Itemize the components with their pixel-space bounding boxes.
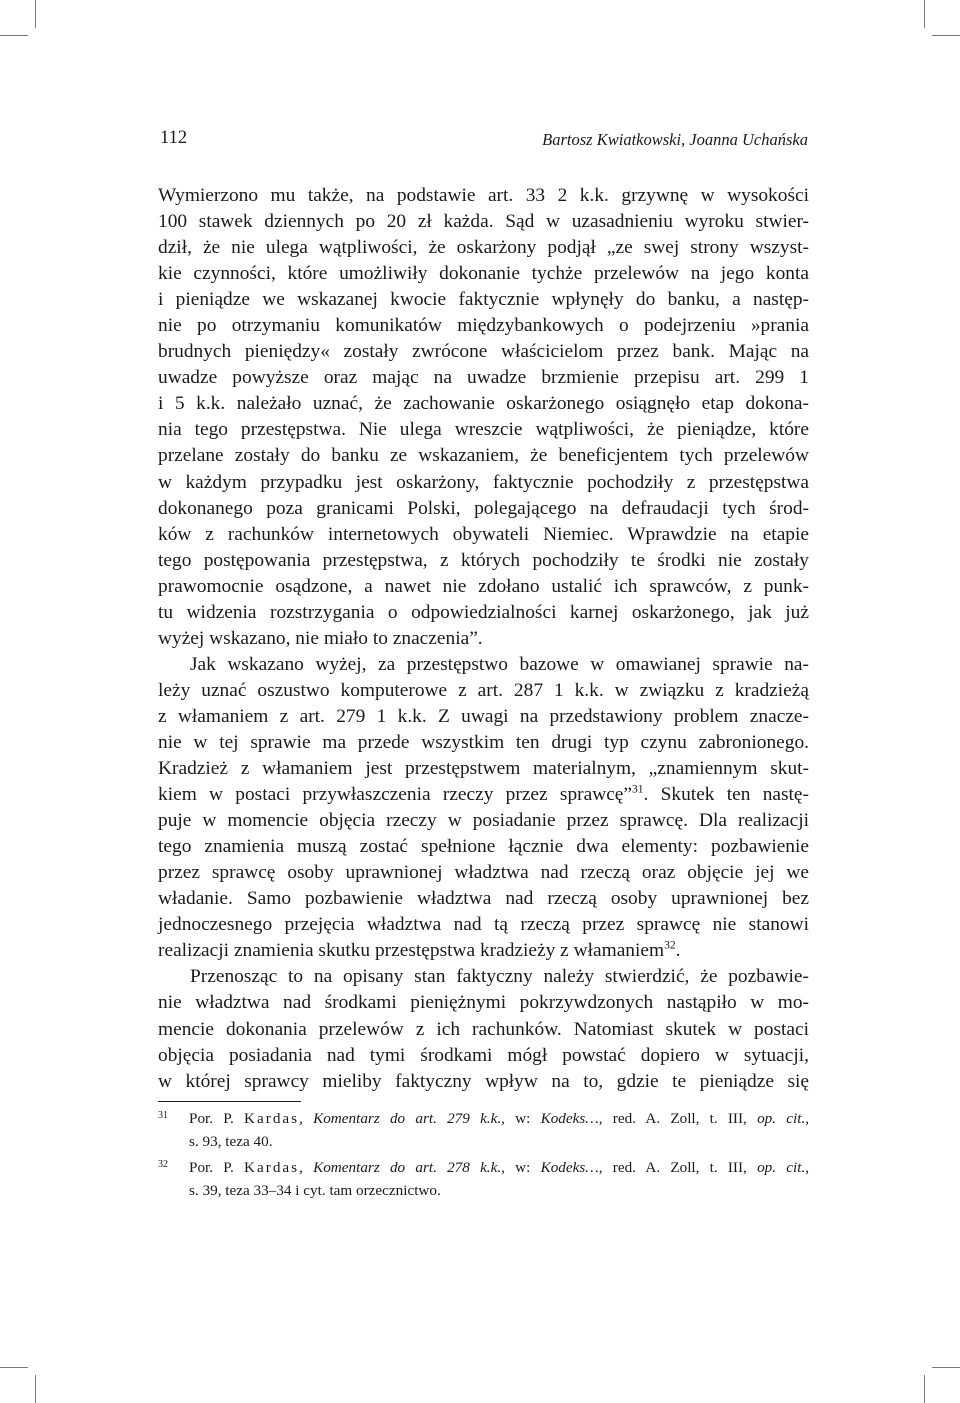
footnote-author: Kardas [244,1159,300,1176]
text-line: prawomocnie osądzone, a nawet nie zdołano ustalić ich sprawców, z punk- [158,575,809,597]
text-line: mencie dokonania przelewów z ich rachunków. Natomiast skutek w postaci [158,1018,809,1040]
text-fragment: realizacji znamienia skutku przestępstwa kradzieży z włamaniem [158,940,665,962]
footnote-text: , w: [501,1159,531,1176]
text-line: dokonanego poza granicami Polski, polegającego na defraudacji tych środ- [158,497,809,519]
text-line: i pieniądze we wskazanej kwocie faktycznie wpłynęły do banku, a następ- [158,289,809,311]
footnote-title: Komentarz do art. 278 k.k. [313,1159,502,1176]
text-line: nie w tej sprawie ma przede wszystkim ten drugi typ czynu zabronionego. [158,731,809,753]
text-line: uwadze powyższe oraz mając na uwadze brzmienie przepisu art. 299 1 [158,367,809,389]
running-head: Bartosz Kwiatkowski, Joanna Uchańska [542,130,808,149]
text-line: puje w momencie objęcia rzeczy w posiadanie przez sprawcę. Dla realizacji [158,810,809,832]
text-line: przelane zostały do banku ze wskazaniem, że beneficjentem tych przelewów [158,445,809,467]
text-line: w każdym przypadku jest oskarżony, faktycznie pochodziły z przestępstwa [158,471,809,493]
text-line: i 5 k.k. należało uznać, że zachowanie oskarżonego osiągnęło etap dokona- [158,393,809,415]
text-line: nie po otrzymaniu komunikatów międzybankowych o podejrzeniu »prania [158,315,809,337]
text-line: w której sprawcy mieliby faktyczny wpływ na to, gdzie te pieniądze się [158,1070,809,1092]
footnote-text: , [805,1110,810,1127]
text-line: nie władztwa nad środkami pieniężnymi pokrzywdzonych nastąpiło w mo- [158,992,809,1014]
footnote-ref[interactable]: 31 [632,783,644,796]
footnote-text: , red. A. Zoll, t. III, [598,1159,747,1176]
text-line: Kradzież z włamaniem jest przestępstwem materialnym, „znamiennym skut- [158,758,809,780]
crop-mark [932,1367,960,1368]
footnote-text: , [299,1159,303,1176]
text-line [158,938,809,964]
text-line: jednoczesnego przejęcia władztwa nad tą rzeczą przez sprawcę nie stanowi [158,914,809,936]
text-line: Wymierzono mu także, na podstawie art. 33 2 k.k. grzywnę w wysokości [158,185,809,206]
footnote-rule [158,1101,301,1102]
footnote-opcit: op. cit. [757,1159,806,1176]
text-line: brudnych pieniędzy« zostały zwrócone właścicielom przez bank. Mając na [158,341,809,363]
footnote-text: , [299,1110,303,1127]
footnote-number: 32 [158,1159,168,1170]
text-line: objęcia posiadania nad tymi środkami mógł powstać dopiero w sytuacji, [158,1044,809,1066]
footnote-text: , [805,1159,810,1176]
footnote-number: 31 [158,1110,168,1121]
text-line: nia tego przestępstwa. Nie ulega wreszcie wątpliwości, że pieniądze, które [158,419,809,441]
text-line: tego znamienia muszą zostać spełnione łącznie dwa elementy: pozbawienie [158,836,809,858]
text-line: Jak wskazano wyżej, za przestępstwo bazowe w omawianej sprawie na- [190,653,809,675]
footnote-ref[interactable]: 32 [664,939,676,952]
crop-mark [924,0,925,28]
text-line: tego postępowania przestępstwa, z których pochodziły te środki nie zostały [158,549,809,571]
crop-mark [0,35,28,36]
footnote-line: s. 39, teza 33–34 i cyt. tam orzecznictwo. [189,1182,441,1199]
text-fragment: . Skutek ten nastę- [643,784,809,806]
crop-mark [35,1375,36,1403]
text-line [158,782,809,808]
footnote-title: Komentarz do art. 279 k.k. [313,1110,502,1127]
footnote-source: Kodeks… [540,1159,599,1176]
footnote-line: s. 93, teza 40. [189,1133,273,1150]
text-fragment: kiem w postaci przywłaszczenia rzeczy przez sprawcę” [158,784,633,806]
text-line: ków z rachunków internetowych obywateli Niemiec. Wprawdzie na etapie [158,523,809,545]
crop-mark [924,1375,925,1403]
text-line: tu widzenia rozstrzygania o odpowiedzialności karnej oskarżonego, jak już [158,601,809,623]
footnote-opcit: op. cit. [757,1110,806,1127]
crop-mark [35,0,36,28]
text-line: wyżej wskazano, nie miało to znaczenia”. [158,627,483,649]
footnote-author: Kardas [244,1110,300,1127]
body-text [158,183,809,1095]
text-line: z włamaniem z art. 279 1 k.k. Z uwagi na przedstawiony problem znacze- [158,705,809,727]
footnote-text: Por. P. [189,1159,234,1176]
page-number: 112 [160,128,188,148]
footnote [158,1104,809,1153]
footnote-line [158,1153,809,1179]
footnote-text: , w: [501,1110,531,1127]
footnote-source: Kodeks… [540,1110,599,1127]
text-fragment: . [675,940,681,962]
crop-mark [932,35,960,36]
text-line: Przenosząc to na opisany stan faktyczny należy stwierdzić, że pozbawie- [190,966,809,988]
footnote-text: Por. P. [189,1110,234,1127]
text-line: władanie. Samo pozbawienie władztwa nad rzeczą osoby uprawnionej bez [158,888,809,910]
text-line: leży uznać oszustwo komputerowe z art. 287 1 k.k. w związku z kradzieżą [158,679,809,701]
text-line: 100 stawek dziennych po 20 zł każda. Sąd w uzasadnieniu wyroku stwier- [158,211,809,233]
crop-mark [0,1367,28,1368]
text-line: przez sprawcę osoby uprawnionej władztwa nad rzeczą oraz objęcie jej we [158,862,809,884]
footnotes [158,1104,809,1202]
text-line: dził, że nie ulega wątpliwości, że oskarżony podjął „ze swej strony wszyst- [158,237,809,259]
text-line: kie czynności, które umożliwiły dokonanie tychże przelewów na jego konta [158,263,809,285]
footnote-text: , red. A. Zoll, t. III, [598,1110,747,1127]
footnote [158,1153,809,1202]
footnote-line [158,1104,809,1130]
